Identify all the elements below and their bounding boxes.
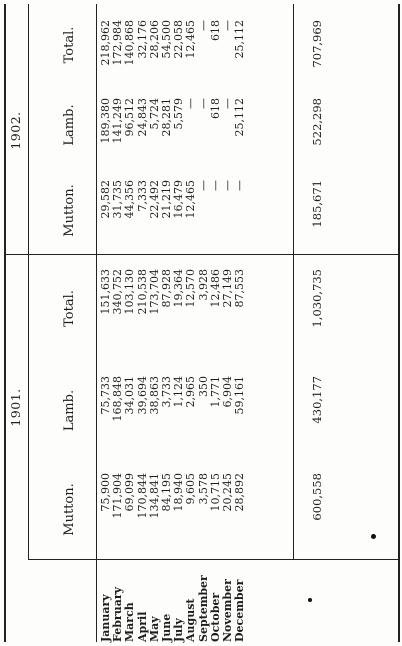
table-cell: 75,900	[99, 473, 112, 512]
table-cell: 5,724	[147, 98, 161, 130]
table-cell: 151,633	[99, 269, 112, 315]
table-cell: 22,492	[147, 180, 161, 219]
month-label: September	[196, 575, 210, 642]
corner-blank	[4, 560, 28, 642]
month-list	[96, 560, 278, 642]
table-cell: 5,579	[172, 98, 186, 130]
ink-speck	[371, 534, 376, 539]
monthly-statistics-table	[4, 4, 400, 642]
table-cell: 22,058	[172, 20, 186, 59]
table-cell: 1,124	[172, 376, 186, 408]
table-cell: —	[220, 98, 234, 109]
table-cell: 25,112	[233, 20, 247, 59]
year-underline-rule	[28, 4, 29, 560]
table-cell: 350	[196, 376, 210, 397]
table-cell: —	[184, 98, 198, 109]
table-cell: 25,112	[233, 98, 247, 137]
table-cell: 39,694	[135, 376, 149, 415]
table-cell: 168,848	[111, 376, 125, 422]
table-cell: —	[220, 180, 234, 191]
table-cell: 28,206	[147, 20, 161, 59]
month-label: July	[172, 618, 186, 642]
table-bottom-rule	[398, 4, 400, 642]
table-cell: —	[208, 180, 222, 191]
table-cell: 103,130	[123, 269, 137, 315]
col-header-lamb-1901: Lamb.	[61, 389, 77, 432]
table-cell: 189,380	[99, 98, 112, 144]
table-cell: 210,538	[135, 269, 149, 315]
table-cell: 32,176	[135, 20, 149, 59]
rotated-table	[4, 4, 400, 642]
month-label: May	[147, 616, 161, 642]
ink-speck	[308, 598, 312, 602]
month-label: February	[111, 586, 125, 642]
table-cell: 20,245	[220, 473, 234, 512]
table-cell: —	[233, 180, 247, 191]
year-1901-header: 1901.	[7, 388, 23, 427]
total-total-1901: 1,030,735	[310, 269, 325, 328]
table-cell: 18,940	[172, 473, 186, 512]
table-cell: —	[196, 98, 210, 109]
total-total-1902: 707,969	[310, 20, 325, 68]
month-label: March	[123, 602, 137, 642]
total-mutton-1902: 185,671	[310, 180, 325, 228]
lamb-1901-column	[96, 362, 278, 459]
col-header-lamb-1902: Lamb.	[61, 104, 77, 146]
col-header-total-1901: Total.	[61, 290, 77, 327]
table-cell: 21,219	[159, 180, 173, 219]
table-cell: 19,364	[172, 269, 186, 308]
table-cell: 1,771	[208, 376, 222, 408]
table-cell: —	[196, 20, 210, 31]
table-cell: 27,149	[220, 269, 234, 308]
table-cell: 134,841	[147, 473, 161, 519]
total-lamb-1902: 522,298	[310, 98, 325, 146]
header-underline-rule	[96, 4, 97, 642]
col-header-mutton-1901: Mutton.	[61, 483, 77, 536]
table-cell: 16,479	[172, 180, 186, 219]
table-cell: 171,904	[111, 473, 125, 519]
month-label: November	[220, 579, 234, 642]
table-cell: 140,868	[123, 20, 137, 66]
table-cell: 6,904	[220, 376, 234, 408]
table-cell: 12,465	[184, 180, 198, 219]
col-header-mutton-1902: Mutton.	[61, 184, 77, 237]
months-column-rule	[28, 559, 398, 560]
month-label: April	[135, 611, 149, 642]
table-cell: 618	[208, 98, 222, 119]
month-label: June	[159, 613, 173, 642]
table-cell: 84,195	[159, 473, 173, 512]
table-cell: 54,500	[159, 20, 173, 59]
total-mutton-1901: 600,558	[310, 473, 325, 521]
table-cell: 170,844	[135, 473, 149, 519]
mutton-1901-column	[96, 459, 278, 560]
table-cell: 96,512	[123, 98, 137, 137]
table-cell: 2,965	[184, 376, 198, 408]
table-cell: 28,892	[233, 473, 247, 512]
table-cell: 3,733	[159, 376, 173, 408]
col-header-total-1902: Total.	[61, 26, 77, 64]
total-lamb-1901: 430,177	[310, 376, 325, 424]
year-divider-rule	[4, 254, 398, 255]
table-cell: 173,704	[147, 269, 161, 315]
table-cell: 12,570	[184, 269, 198, 308]
table-cell: 69,099	[123, 473, 137, 512]
table-cell: 141,249	[111, 98, 125, 144]
table-cell: 44,356	[123, 180, 137, 219]
month-label: October	[208, 592, 222, 642]
table-cell: 87,928	[159, 269, 173, 308]
table-cell: 12,465	[184, 20, 198, 59]
lamb-1902-column	[96, 84, 278, 166]
table-cell: 618	[208, 20, 222, 41]
table-cell: 34,031	[123, 376, 137, 415]
table-cell: 172,984	[111, 20, 125, 66]
table-cell: —	[220, 20, 234, 31]
table-cell: 9,605	[184, 473, 198, 505]
table-cell: 3,928	[196, 269, 210, 301]
table-cell: 3,578	[196, 473, 210, 505]
table-cell: 12,486	[208, 269, 222, 308]
table-cell: 10,715	[208, 473, 222, 512]
table-cell: 340,752	[111, 269, 125, 315]
table-top-rule	[4, 4, 6, 642]
table-cell: 87,553	[233, 269, 247, 308]
total-1901-column	[96, 255, 278, 362]
table-cell: 218,962	[99, 20, 112, 66]
table-cell: 59,161	[233, 376, 247, 415]
table-cell: 28,281	[159, 98, 173, 137]
table-cell: 31,735	[111, 180, 125, 219]
table-cell: 7,333	[135, 180, 149, 212]
table-cell: 75,733	[99, 376, 112, 415]
table-cell: 38,863	[147, 376, 161, 415]
sum-line-rule	[293, 4, 294, 560]
mutton-1902-column	[96, 166, 278, 255]
table-cell: 24,843	[135, 98, 149, 137]
table-cell: —	[196, 180, 210, 191]
month-label: August	[184, 598, 198, 642]
year-1902-header: 1902.	[7, 111, 23, 150]
table-cell: 29,582	[99, 180, 112, 219]
month-label: January	[99, 594, 112, 642]
month-label: December	[233, 579, 247, 642]
total-1902-column	[96, 6, 278, 84]
